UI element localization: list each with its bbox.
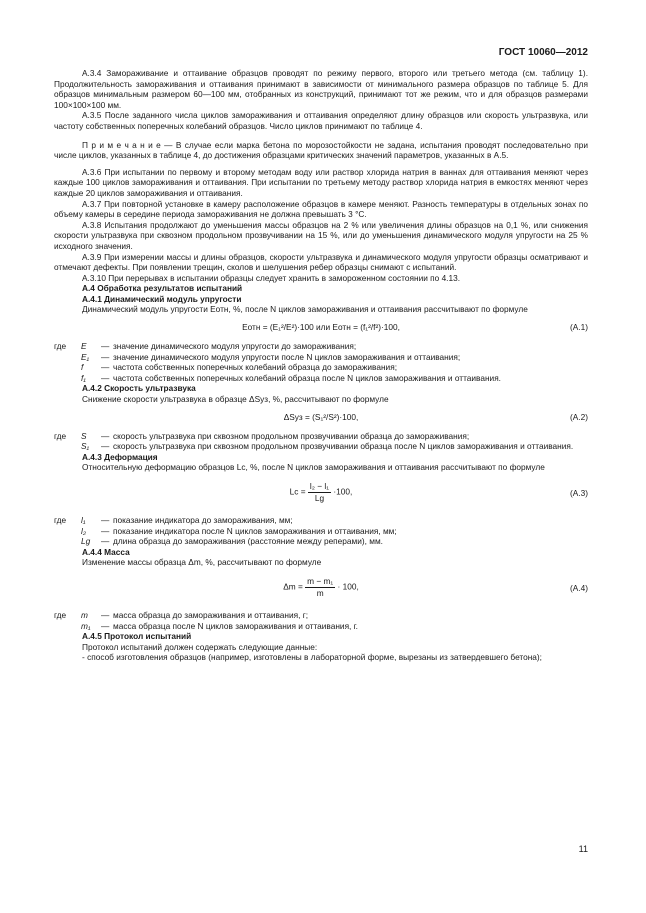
definition-lead: где xyxy=(54,430,67,441)
para-a44: Изменение массы образца Δm, %, рассчитывают по формуле xyxy=(82,557,322,568)
definition-dash: — xyxy=(101,620,110,631)
definition-dash: — xyxy=(101,341,110,352)
definition-dash: — xyxy=(101,351,110,362)
definition-symbol: f xyxy=(81,362,84,373)
definition-text: масса образца до замораживания и оттаивания, г; xyxy=(113,609,309,620)
definition-lead xyxy=(54,536,81,547)
definition-symbol: m₁ xyxy=(81,620,91,631)
standard-header: ГОСТ 10060—2012 xyxy=(498,47,588,58)
definition-dash: — xyxy=(101,430,110,441)
equation-a1 xyxy=(54,322,588,334)
definition-dash: — xyxy=(101,515,110,525)
para-a38: А.3.8 Испытания продолжают до уменьшения массы образцов на 2 % или увеличения длины образцов на 0,1 %, или снижения скорости ультразвука при сквозном продольном прозвучивании на 15 %, или до уменьшения динамического модуля упругости на 25 % исходного значения. xyxy=(54,219,588,251)
equation-lhs: Lc = xyxy=(289,486,306,497)
equation-fraction xyxy=(308,481,331,503)
definition-symbol: S xyxy=(81,430,87,441)
equation-formula: Eотн = (E₁²/E²)·100 или Eотн = (f₁²/f²)·100, xyxy=(242,322,400,333)
definition-symbol: f₁ xyxy=(81,372,86,383)
equation-number: (А.2) xyxy=(570,411,588,422)
equation-number: (А.1) xyxy=(570,322,588,333)
page-content xyxy=(54,68,588,663)
para-a36: А.3.6 При испытании по первому и второму методам воду или раствор хлорида натрия в ваннах для оттаивания меняют через каждые 100 циклов замораживания и оттаивания. При испытании по третьему методу раствор хлорида натрия в емкостях меняют через каждые 20 циклов замораживания и оттаивания. xyxy=(54,166,588,198)
definition-row xyxy=(54,362,588,373)
para-a310: А.3.10 При перерывах в испытании образцы следует хранить в замороженном состоянии по 4.13. xyxy=(82,272,461,283)
definition-text: показание индикатора после N циклов замораживания и оттаивания, мм; xyxy=(113,525,397,536)
heading-a44: А.4.4 Масса xyxy=(82,546,130,557)
definition-text: длина образца до замораживания (расстояние между реперами), мм. xyxy=(113,536,383,547)
heading-a45: А.4.5 Протокол испытаний xyxy=(82,631,192,642)
definition-lead xyxy=(54,621,81,632)
definition-text: масса образца после N циклов замораживания и оттаивания, г. xyxy=(113,620,358,631)
definition-row xyxy=(54,621,588,632)
equation-formula xyxy=(54,576,588,598)
definition-text: показание индикатора до замораживания, мм; xyxy=(113,515,293,525)
definition-text: скорость ультразвука при сквозном продольном прозвучивании образца до замораживания; xyxy=(113,430,470,441)
definition-row xyxy=(54,536,588,547)
equation-number: (А.4) xyxy=(570,582,588,593)
definition-symbol: Lg xyxy=(81,536,91,547)
para-a34: А.3.4 Замораживание и оттаивание образцов проводят по режиму первого, второго или третьего метода (см. таблицу 1). Продолжительность замораживания и оттаивания принимают в зависимости от минимального размера образцов по таблице 5. Для образцов минимальным размером 60—100 мм, отобранных из конструкций, принимают тот же режим, что и для образцов размерами 100×100×100 мм. xyxy=(54,68,588,110)
para-a45: Протокол испытаний должен содержать следующие данные: xyxy=(82,641,318,652)
definition-symbol: E₁ xyxy=(81,351,90,362)
definitions-a3 xyxy=(54,515,588,547)
para-a42: Снижение скорости ультразвука в образце ΔSуз, %, рассчитывают по формуле xyxy=(82,394,389,405)
definition-lead xyxy=(54,441,81,452)
fraction-denominator: Lg xyxy=(314,492,325,503)
definition-row xyxy=(54,352,588,363)
definition-lead: где xyxy=(54,341,67,352)
definition-row xyxy=(54,610,588,621)
definition-symbol: E xyxy=(81,341,87,352)
equation-tail: · 100, xyxy=(337,581,359,592)
equation-a2 xyxy=(54,412,588,424)
definition-dash: — xyxy=(101,609,110,620)
para-a35: А.3.5 После заданного числа циклов замораживания и оттаивания определяют длину образцов или скорость ультразвука, или частоту собственных поперечных колебаний образцов. Число циклов принимают по таблице 4. xyxy=(54,110,588,131)
note: П р и м е ч а н и е — В случае если марка бетона по морозостойкости не задана, испытания проводят последовательно при числе циклов, указанных в таблице 4, до достижения образцами критических значений параметров, указанных в А.5. xyxy=(54,139,588,161)
heading-a43: А.4.3 Деформация xyxy=(82,451,158,462)
heading-a41: А.4.1 Динамический модуль упругости xyxy=(82,293,242,304)
heading-a4: А.4 Обработка результатов испытаний xyxy=(82,283,243,294)
equation-lhs: Δm = xyxy=(283,581,303,592)
fraction-denominator: m xyxy=(316,587,324,598)
page-number: 11 xyxy=(578,844,588,855)
equation-number: (А.3) xyxy=(570,488,588,498)
definition-text: частота собственных поперечных колебаний образца после N циклов замораживания и оттаивания. xyxy=(113,372,501,383)
definition-dash: — xyxy=(101,362,110,373)
para-a43: Относительную деформацию образцов Lc, %, после N циклов замораживания и оттаивания рассчитывают по формуле xyxy=(82,462,545,473)
definition-lead xyxy=(54,373,81,384)
equation-a4 xyxy=(54,576,588,602)
list-item: - способ изготовления образцов (например, изготовлены в лабораторной форме, вырезаны из затвердевшего бетона); xyxy=(82,652,542,663)
definition-row xyxy=(54,431,588,442)
para-a39: А.3.9 При измерении массы и длины образцов, скорости ультразвука и динамического модуля упругости образцы осматривают и отмечают дефекты. При появлении трещин, сколов и шелушения ребер образцы снимают с испытаний. xyxy=(54,251,588,273)
definition-row xyxy=(54,515,588,526)
definition-lead xyxy=(54,352,81,363)
definition-symbol: m xyxy=(81,609,88,620)
definition-row xyxy=(54,341,588,352)
definition-text: частота собственных поперечных колебаний образца до замораживания; xyxy=(113,362,397,373)
definition-row xyxy=(54,526,588,537)
definition-symbol: l₁ xyxy=(81,515,86,525)
definition-text: скорость ультразвука при сквозном продольном прозвучивании образца после N циклов замораживания и оттаивания. xyxy=(113,441,574,452)
definition-lead xyxy=(54,362,81,373)
definition-symbol: S₁ xyxy=(81,441,90,452)
equation-formula: ΔSуз = (S₁²/S²)·100, xyxy=(283,411,359,422)
definition-text: значение динамического модуля упругости после N циклов замораживания и оттаивания; xyxy=(113,351,461,362)
heading-a42: А.4.2 Скорость ультразвука xyxy=(82,383,196,394)
definition-row xyxy=(54,373,588,384)
definition-dash: — xyxy=(101,372,110,383)
fraction-numerator: l₂ − l₁ xyxy=(309,481,330,491)
definition-row xyxy=(54,441,588,452)
definition-symbol: l₂ xyxy=(81,525,87,536)
para-a41: Динамический модуль упругости Eотн, %, после N циклов замораживания и оттаивания рассчитывают по формуле xyxy=(82,304,528,315)
definitions-a2 xyxy=(54,431,588,452)
definition-dash: — xyxy=(101,525,110,536)
fraction-numerator: m − m₁ xyxy=(307,575,334,586)
definition-dash: — xyxy=(101,441,110,452)
definitions-a4 xyxy=(54,610,588,631)
equation-a3 xyxy=(54,481,588,507)
definition-lead: где xyxy=(54,515,67,525)
equation-formula xyxy=(54,481,588,503)
definition-lead: где xyxy=(54,609,67,620)
definitions-a1 xyxy=(54,341,588,383)
para-a37: А.3.7 При повторной установке в камеру расположение образцов в камере меняют. Разность температуры в отдельных зонах по объему камеры в середине периода замораживания не должна превышать 3 °С. xyxy=(54,198,588,220)
definition-dash: — xyxy=(101,536,110,547)
equation-fraction xyxy=(305,576,335,598)
equation-tail: ·100, xyxy=(333,486,353,497)
definition-lead xyxy=(54,526,81,537)
definition-text: значение динамического модуля упругости до замораживания; xyxy=(113,341,357,352)
